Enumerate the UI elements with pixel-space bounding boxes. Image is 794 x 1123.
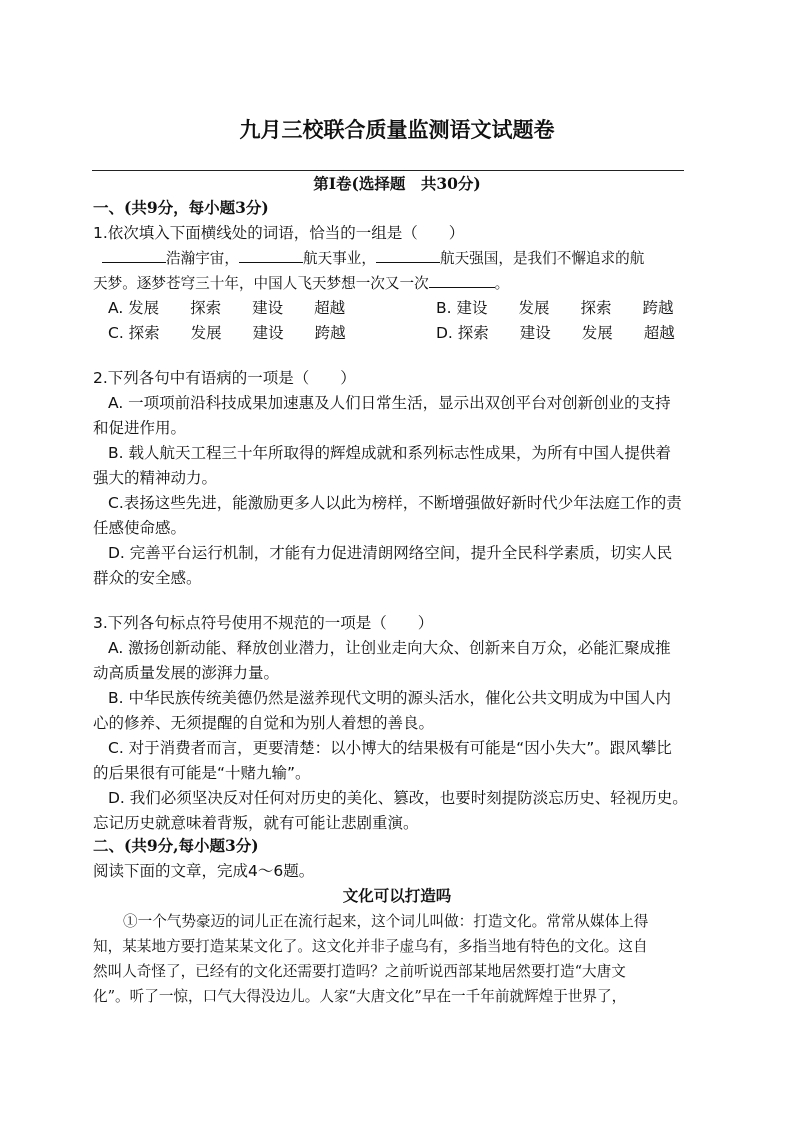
q3-option-a-line-1: A. 激扬创新动能、释放创业潜力，让创业走向大众、创新来自万众，必能汇聚成推 [108, 639, 671, 657]
q3-option-b-line-2: 心的修养、无须提醒的自觉和为别人着想的善良。 [93, 714, 435, 732]
article-line-2: 知，某某地方要打造某某文化了。这文化并非子虚乌有，多指当地有特色的文化。这自 [93, 938, 648, 955]
q2-option-d-line-2: 群众的安全感。 [93, 569, 202, 587]
q1-text-1b: 航天事业， [302, 250, 376, 267]
q1-option-a: A. 发展 探索 建设 超越 [108, 299, 346, 317]
q1-blank-2 [239, 250, 303, 263]
q1-option-b: B. 建设 发展 探索 跨越 [436, 299, 674, 317]
q1-text-2b: 。 [494, 275, 510, 292]
volume-header: 第Ⅰ卷(选择题 共30分) [313, 174, 481, 193]
q3-option-d-line-1: D. 我们必须坚决反对任何对历史的美化、篡改，也要时刻提防淡忘历史、轻视历史。 [108, 789, 688, 807]
section-2-heading: 二、(共9分,每小题3分) [93, 836, 259, 855]
q2-option-c-line-1: C.表扬这些先进，能激励更多人以此为榜样，不断增强做好新时代少年法庭工作的责 [108, 494, 682, 512]
article-line-3: 然叫人奇怪了，已经有的文化还需要打造吗？之前听说西部某地居然要打造“大唐文 [93, 963, 626, 980]
q3-stem: 3.下列各句标点符号使用不规范的一项是（ ） [93, 614, 434, 632]
q1-text-1a: 浩瀚宇宙， [166, 250, 239, 267]
q3-option-c-line-2: 的后果很有可能是“十赌九输”。 [93, 764, 311, 782]
q1-sentence-line-2 [93, 272, 509, 293]
q1-blank-3 [376, 250, 440, 263]
q2-option-b-line-1: B. 载人航天工程三十年所取得的辉煌成就和系列标志性成果，为所有中国人提供着 [108, 444, 671, 462]
q1-option-c: C. 探索 发展 建设 跨越 [108, 324, 346, 342]
q1-sentence-line-1 [102, 247, 644, 268]
q2-option-d-line-1: D. 完善平台运行机制，才能有力促进清朗网络空间，提升全民科学素质，切实人民 [108, 544, 673, 562]
exam-title: 九月三校联合质量监测语文试题卷 [239, 117, 555, 142]
q1-text-2a: 天梦。逐梦苍穹三十年，中国人飞天梦想一次又一次 [93, 275, 429, 292]
section-1-heading: 一、(共9分，每小题3分) [93, 198, 269, 217]
article-title: 文化可以打造吗 [342, 886, 452, 905]
q2-option-a-line-1: A. 一项项前沿科技成果加速惠及人们日常生活，显示出双创平台对创新创业的支持 [108, 394, 671, 412]
q1-text-1c: 航天强国，是我们不懈追求的航 [439, 250, 645, 267]
reading-instruction: 阅读下面的文章，完成4～6题。 [93, 862, 315, 880]
q3-option-b-line-1: B. 中华民族传统美德仍然是滋养现代文明的源头活水，催化公共文明成为中国人内 [108, 689, 671, 707]
q1-stem: 1.依次填入下面横线处的词语，恰当的一组是（ ） [93, 224, 465, 242]
q2-option-b-line-2: 强大的精神动力。 [93, 469, 218, 487]
header-rule [92, 170, 684, 171]
q3-option-a-line-2: 动高质量发展的澎湃力量。 [93, 664, 280, 682]
q1-blank-4 [429, 275, 495, 288]
q3-option-c-line-1: C. 对于消费者而言，更要清楚：以小博大的结果极有可能是“因小失大”。跟风攀比 [108, 739, 672, 757]
q2-stem: 2.下列各句中有语病的一项是（ ） [93, 369, 356, 387]
q1-blank-1 [102, 250, 166, 263]
article-line-4: 化”。听了一惊，口气大得没边儿。人家“大唐文化”早在一千年前就辉煌于世界了， [93, 988, 627, 1005]
q2-option-a-line-2: 和促进作用。 [93, 419, 187, 437]
q3-option-d-line-2: 忘记历史就意味着背叛，就有可能让悲剧重演。 [93, 814, 419, 832]
q2-option-c-line-2: 任感使命感。 [93, 519, 187, 537]
q1-option-d: D. 探索 建设 发展 超越 [436, 324, 675, 342]
article-line-1: ①一个气势豪迈的词儿正在流行起来，这个词儿叫做：打造文化。常常从媒体上得 [123, 913, 649, 930]
